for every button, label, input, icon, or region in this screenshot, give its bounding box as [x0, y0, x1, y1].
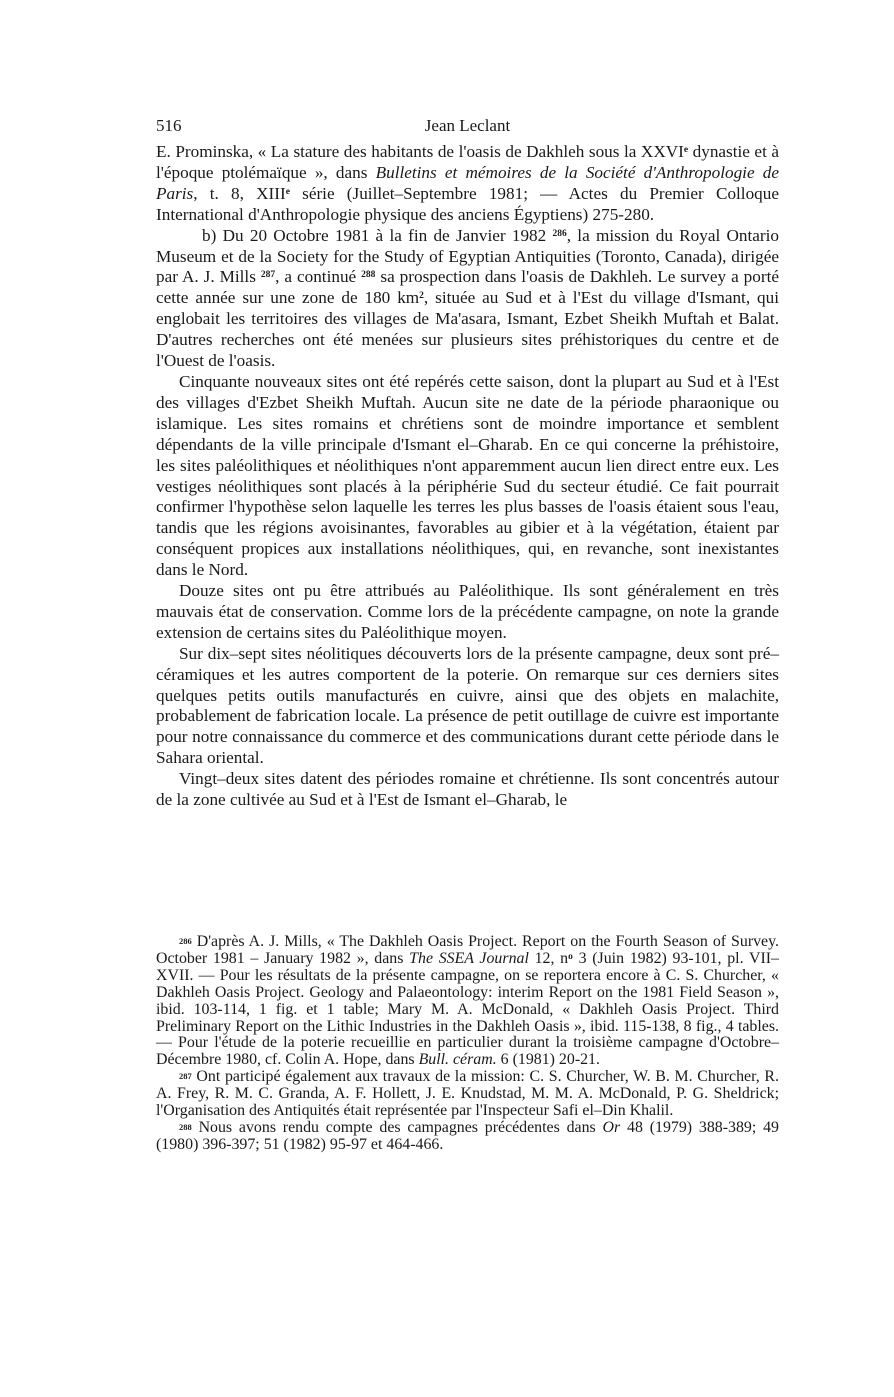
- footnote-mark: 288: [179, 1121, 192, 1132]
- body-text: [156, 142, 779, 811]
- paragraph-sites: Cinquante nouveaux sites ont été repérés cette saison, dont la plupart au Sud et à l'Est des villages d'Ezbet Sheikh Muftah. Aucun site ne date de la période pharaonique ou islamique. Les sites romains et chrétiens sont de moindre importance et semblent dépendants de la ville principale d'Ismant el–Gharab. En ce qui concerne la préhistoire, les sites paléolithiques et néolithiques n'ont apparemment aucun lien direct entre eux. Les vestiges néolithiques sont placés à la périphérie Sud du secteur étudié. Ce fait pourrait confirmer l'hypothèse selon laquelle les terres les plus basses de l'oasis étaient sous l'eau, tandis que les régions avoisinantes, favorables au gibier et à la végétation, étaient par conséquent propices aux installations néolithiques, qui, en revanche, sont inexistantes dans le Nord.: [156, 371, 779, 580]
- footnote-mark: 286: [179, 936, 192, 946]
- footnote-286: $^{286}$ D'après A. J. Mills, « The Dakhleh Oasis Project. Report on the Fourth Season of Survey. October 1981 – January 1982 », dans The SSEA Journal 12, $n^o$ 3 (Juin 1982) 93-101, pl. VII–XVII. — Pour les résultats de la présente campagne, on se reportera encore à C. S. Churcher, « Dakhleh Oasis Project. Geology and Palaeontology: interim Report on the 1981 Field Season », ibid. 103-114, 1 fig. et 1 table; Mary M. A. McDonald, « Dakhleh Oasis Project. Third Preliminary Report on the Lithic Industries in the Dakhleh Oasis », ibid. 115-138, 8 fig., 4 tables. — Pour l'étude de la poterie recueillie en particulier durant la troisième campagne d'Octobre–Décembre 1980, cf. Colin A. Hope, dans Bull. céram. 6 (1981) 20-21.: [156, 933, 779, 1069]
- footnote-ref-286[interactable]: 286: [552, 228, 567, 239]
- paragraph-paleolithic: Douze sites ont pu être attribués au Paléolithique. Ils sont généralement en très mauvais état de conservation. Comme lors de la précédente campagne, on note la grande extension de certains sites du Paléolithique moyen.: [156, 581, 779, 642]
- paragraph-continuation: E. Prominska, « La stature des habitants de l'oasis de Dakhleh sous la XXVIe dynastie et à l'époque ptolémaïque », dans Bulletins et mémoires de la Société d'Anthropologie de Paris, t. 8, XIIIe série (Juillet–Septembre 1981; — Actes du Premier Colloque International d'Anthropologie physique des anciens Égyptiens) 275-280.: [156, 142, 779, 224]
- running-title: Jean Leclant: [424, 116, 511, 135]
- footnote-288: $^{288}$ Nous avons rendu compte des campagnes précédentes dans Or 48 (1979) 388-389; 49 (1980) 396-397; 51 (1982) 95-97 et 464-466.: [156, 1118, 779, 1153]
- footnote-287: $^{287}$ Ont participé également aux travaux de la mission: C. S. Churcher, W. B. M. Churcher, R. A. Frey, R. M. C. Granda, A. F. Hollett, J. E. Knudstad, M. M. A. McDonald, P. G. Sheldrick; l'Organisation des Antiquités était représentée par l'Inspecteur Safi el–Din Khalil.: [156, 1068, 779, 1120]
- footnote-ref-288[interactable]: 288: [361, 270, 376, 281]
- footnote-ref-287[interactable]: 287: [260, 270, 276, 281]
- paragraph-b: b) Du 20 Octobre 1981 à la fin de Janvier 1982 $^{286}$, la mission du Royal Ontario Museum et de la Society for the Study of Egyptian Antiquities (Toronto, Canada), dirigée par A. J. Mills $^{287}$, a continué $^{288}$ sa prospection dans l'oasis de Dakhleh. Le survey a porté cette année sur une zone de 180 $km^2$, située au Sud et à l'Est du village d'Ismant, qui englobait les territoires des villages de Ma'asara, Ismant, Ezbet Sheikh Muftah et Balat. D'autres recherches ont été menées sur plusieurs sites préhistoriques du centre et de l'Ouest de l'oasis.: [156, 225, 779, 371]
- paragraph-roman-christian: Vingt–deux sites datent des périodes romaine et chrétienne. Ils sont concentrés autour de la zone cultivée au Sud et à l'Est de Ismant el–Gharab, le: [156, 769, 779, 810]
- page-number: 516: [156, 116, 182, 135]
- running-head: [156, 112, 779, 142]
- page: [156, 112, 779, 1153]
- paragraph-neolithic: Sur dix–sept sites néolitiques découverts lors de la présente campagne, deux sont pré–céramiques et les autres comportent de la poterie. On remarque sur ces derniers sites quelques petits outils manufacturés en cuivre, ainsi que des objets en malachite, probablement de fabrication locale. La présence de petit outillage de cuivre est importante pour notre connaissance du commerce et des communications durant cette période dans le Sahara oriental.: [156, 643, 779, 768]
- footnote-mark: 287: [179, 1071, 192, 1082]
- footnotes: [156, 934, 779, 1154]
